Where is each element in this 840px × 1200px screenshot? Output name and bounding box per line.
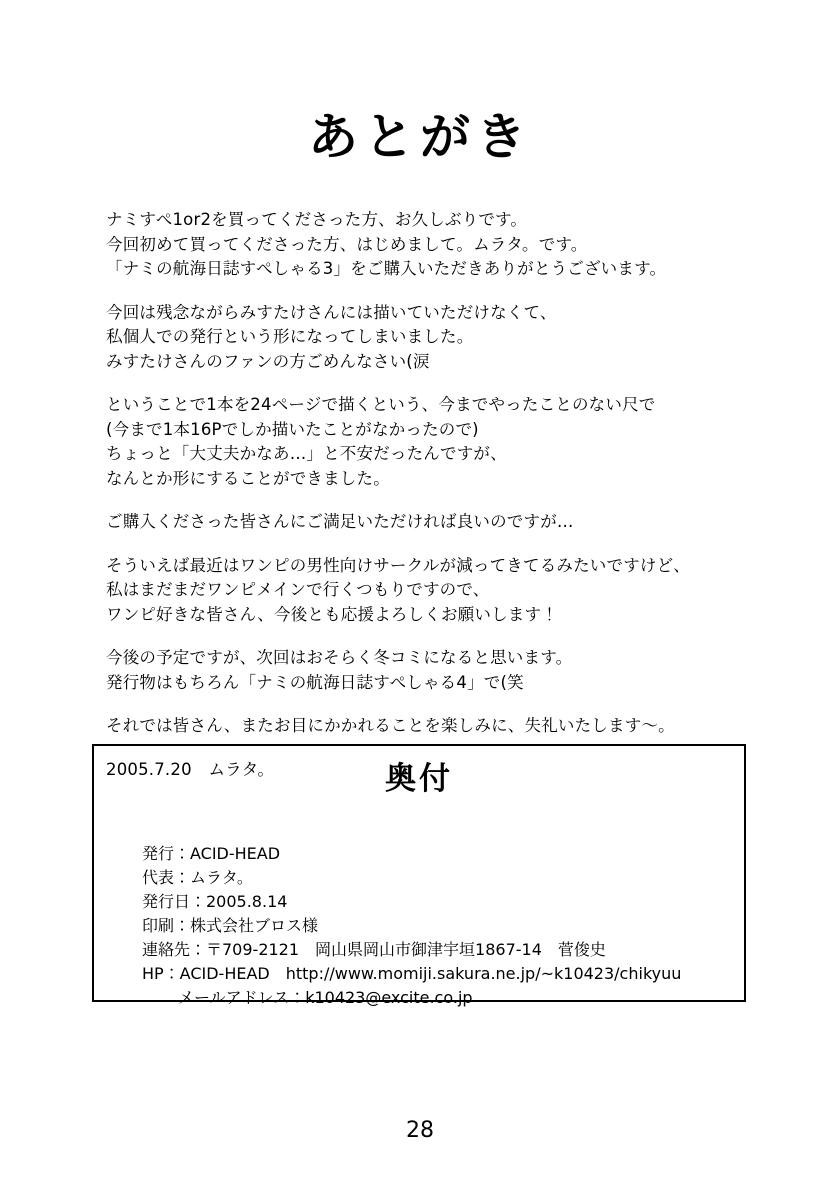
colophon-line-contact: 連絡先：〒709-2121 岡山県岡山市御津宇垣1867-14 菅俊史 — [142, 940, 606, 959]
text-line: 発行物はもちろん「ナミの航海日誌すぺしゃる4」で(笑 — [106, 672, 524, 692]
text-line: ご購入くださった皆さんにご満足いただければ良いのですが… — [106, 512, 574, 531]
colophon-line-publish-date: 発行日：2005.8.14 — [142, 892, 288, 911]
colophon-line-publisher: 発行：ACID-HEAD — [142, 844, 281, 863]
page-number: 28 — [406, 1118, 434, 1143]
paragraph — [106, 301, 746, 375]
text-line: ナミすぺ1or2を買ってくださった方、お久しぶりです。 — [106, 210, 528, 229]
colophon-line-representative: 代表：ムラタ。 — [142, 868, 253, 887]
afterword-body — [106, 208, 746, 782]
colophon-line-email: メールアドレス：k10423@excite.co.jp — [178, 988, 473, 1007]
paragraph — [106, 393, 746, 491]
text-line: それでは皆さん、またお目にかかれることを楽しみに、失礼いたします～。 — [106, 716, 675, 735]
text-line: なんとか形にすることができました。 — [106, 468, 390, 488]
colophon-details — [142, 842, 681, 1010]
text-line: そういえば最近はワンピの男性向けサークルが減ってきてるみたいですけど、 — [106, 555, 691, 575]
colophon-line-printer: 印刷：株式会社ブロス様 — [142, 916, 319, 935]
text-line: 2005.7.20 ムラタ。 — [106, 759, 275, 779]
text-line: 「ナミの航海日誌すぺしゃる3」をご購入いただきありがとうございます。 — [106, 259, 667, 278]
text-line: 今後の予定ですが、次回はおそらく冬コミになると思います。 — [106, 648, 573, 667]
page-title: あとがき — [308, 108, 532, 166]
text-line: ということで1本を24ページで描くという、今までやったことのない尺で — [106, 395, 656, 414]
colophon-title: 奥付 — [385, 761, 453, 797]
colophon-line-homepage: HP：ACID-HEAD http://www.momiji.sakura.ne.jp/~k10423/chikyuu — [142, 964, 682, 983]
text-line: 今回初めて買ってくださった方、はじめまして。ムラタ。です。 — [106, 234, 588, 254]
colophon-box — [92, 744, 746, 1007]
text-line: 今回は残念ながらみすたけさんには描いていただけなくて、 — [106, 302, 557, 322]
text-line: 私個人での発行という形になってしまいました。 — [106, 327, 474, 346]
text-line: ワンピ好きな皆さん、今後とも応援よろしくお願いします！ — [106, 604, 558, 624]
text-line: 私はまだまだワンピメインで行くつもりですので、 — [106, 580, 490, 599]
text-line: みすたけさんのファンの方ごめんなさい(涙 — [106, 351, 430, 371]
paragraph — [106, 510, 746, 535]
text-line: ちょっと「大丈夫かなあ…」と不安だったんですが、 — [106, 444, 507, 463]
paragraph — [106, 208, 746, 282]
paragraph — [106, 554, 746, 628]
text-line: (今まで1本16Pでしか描いたことがなかったので) — [106, 419, 479, 439]
paragraph — [106, 714, 746, 739]
paragraph — [106, 646, 746, 695]
